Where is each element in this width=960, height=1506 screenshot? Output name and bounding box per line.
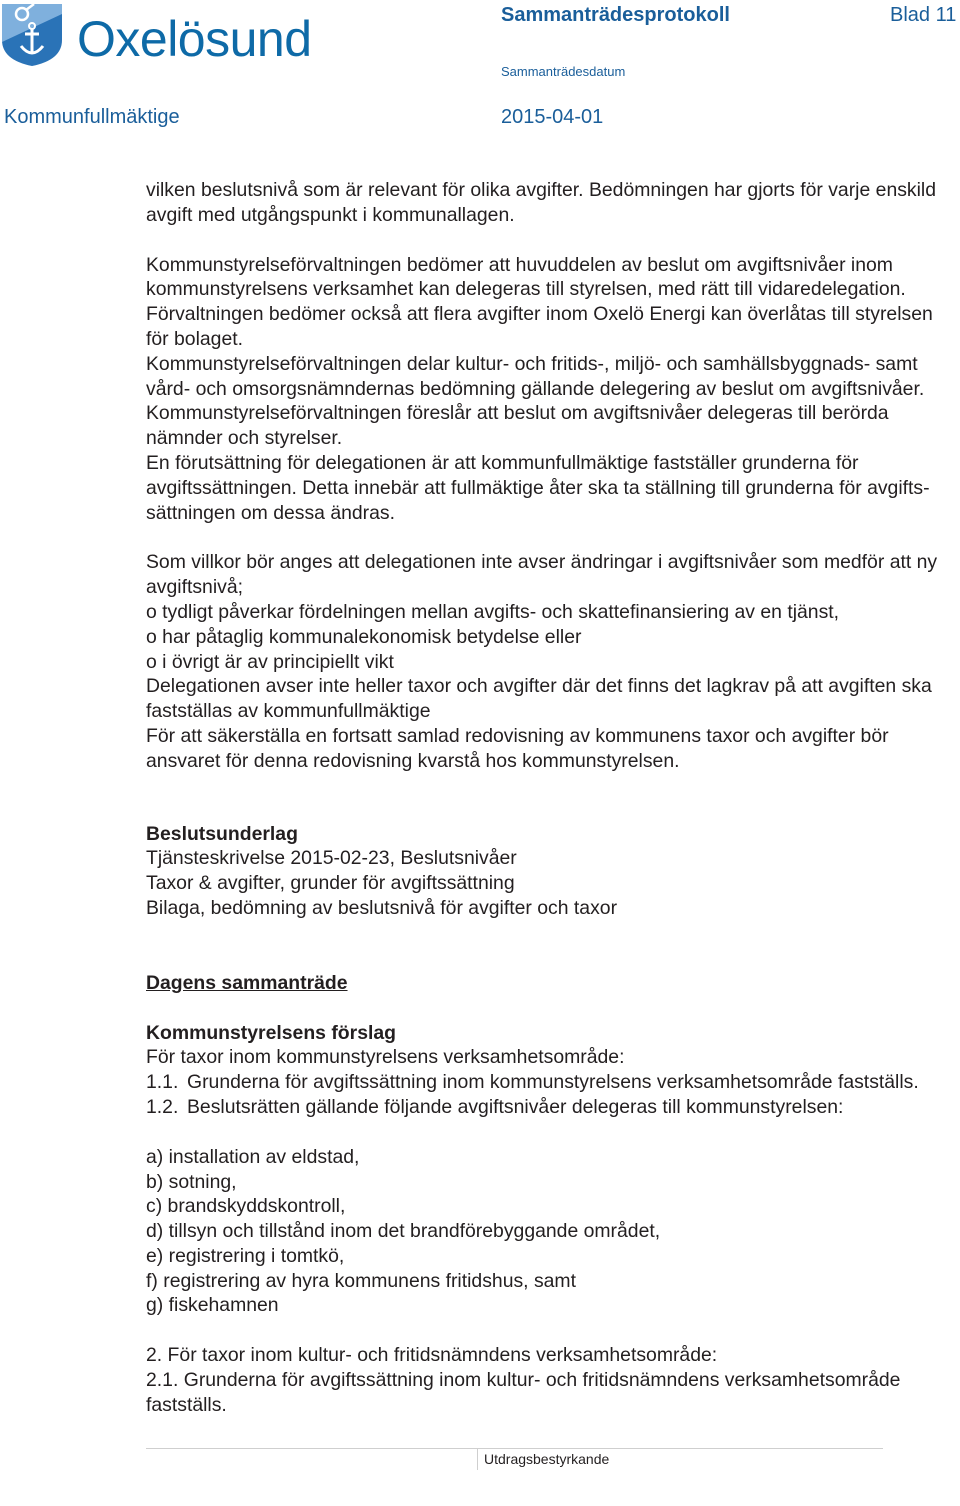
coat-of-arms-icon (0, 2, 64, 68)
page-number: Blad 11 (890, 4, 957, 26)
list-item: g) fiskehamnen (146, 1294, 279, 1317)
footer-divider-vertical (477, 1448, 478, 1470)
underlag-heading: Beslutsunderlag (146, 822, 298, 845)
proposal-intro: För taxor inom kommunstyrelsens verksamhetsområde: (146, 1046, 625, 1069)
list-item: f) registrering av hyra kommunens fritidshus, samt (146, 1269, 576, 1292)
logo-wordmark: Oxelösund (77, 11, 312, 67)
meeting-heading: Dagens sammanträde (146, 971, 348, 994)
proposal-heading: Kommunstyrelsens förslag (146, 1021, 396, 1044)
item-text: Grunderna för avgiftssättning inom kommunstyrelsens verksamhetsområde fastställs. (187, 1071, 919, 1094)
list-item: e) registrering i tomtkö, (146, 1244, 345, 1267)
paragraph: Kommunstyrelseförvaltningen bedömer att huvuddelen av beslut om avgiftsnivåer inom kommunstyrelsens verksamhet kan delegeras till styrelsen, med rätt till vidaredelegation. Förvaltningen bedömer också att flera avgifter inom Oxelö Energi kan överlåtas till styrelsen för bolaget. (146, 253, 933, 350)
document-body (146, 178, 946, 1418)
meeting-date-label: Sammanträdesdatum (501, 64, 626, 79)
paragraph: En förutsättning för delegationen är att kommunfullmäktige fastställer grunderna för avgiftssättningen. Detta innebär att fullmäktige åter ska ta ställning till grunderna för avgifts-sättningen om dessa ändras. (146, 451, 930, 524)
underlag-item: Tjänsteskrivelse 2015-02-23, Beslutsnivåer (146, 847, 517, 870)
paragraph: Som villkor bör anges att delegationen inte avser ändringar i avgiftsnivåer som medför att ny avgiftsnivå; (146, 551, 938, 599)
item-text: Beslutsrätten gällande följande avgiftsnivåer delegeras till kommunstyrelsen: (187, 1095, 844, 1118)
item-number: 1.2. (146, 1095, 179, 1118)
list-item: b) sotning, (146, 1170, 237, 1193)
paragraph: Kommunstyrelseförvaltningen delar kultur- och fritids-, miljö- och samhällsbyggnads- samt vård- och omsorgsnämndernas bedömning gällande delegering av beslut om avgiftsnivåer. Kommunstyrelseförvaltningen föreslår att beslut om avgiftsnivåer delegeras till berörda nämnder och styrelser. (146, 352, 925, 450)
proposal-item (146, 1070, 946, 1095)
certification-label: Utdragsbestyrkande (484, 1451, 610, 1467)
item-number: 1.1. (146, 1071, 179, 1094)
condition-item: o i övrigt är av principiellt vikt (146, 650, 394, 673)
list-item: a) installation av eldstad, (146, 1145, 360, 1168)
body-name: Kommunfullmäktige (4, 106, 180, 128)
document-type: Sammanträdesprotokoll (501, 4, 730, 26)
underlag-item: Taxor & avgifter, grunder för avgiftssättning (146, 872, 515, 895)
paragraph: För att säkerställa en fortsatt samlad redovisning av kommunens taxor och avgifter bör ansvaret för denna redovisning kvarstå hos kommunstyrelsen. (146, 724, 889, 772)
proposal-item (146, 1095, 946, 1120)
municipality-logo (0, 2, 340, 68)
underlag-item: Bilaga, bedömning av beslutsnivå för avgifter och taxor (146, 896, 618, 919)
condition-item: o tydligt påverkar fördelningen mellan avgifts- och skattefinansiering av en tjänst, (146, 600, 840, 623)
meeting-date: 2015-04-01 (501, 106, 604, 128)
paragraph: Delegationen avser inte heller taxor och avgifter där det finns det lagkrav på att avgiften ska fastställas av kommunfullmäktige (146, 675, 932, 723)
list-item: d) tillsyn och tillstånd inom det brandförebyggande området, (146, 1220, 661, 1243)
proposal-section-2: 2. För taxor inom kultur- och fritidsnämndens verksamhetsområde: (146, 1344, 718, 1367)
condition-item: o har påtaglig kommunalekonomisk betydelse eller (146, 625, 582, 648)
list-item: c) brandskyddskontroll, (146, 1195, 346, 1218)
proposal-item: 2.1. Grunderna för avgiftssättning inom kultur- och fritidsnämndens verksamhetsområde fastställs. (146, 1369, 901, 1416)
paragraph: vilken beslutsnivå som är relevant för olika avgifter. Bedömningen har gjorts för varje enskild avgift med utgångspunkt i kommunallagen. (146, 179, 937, 226)
footer-divider (146, 1448, 883, 1449)
